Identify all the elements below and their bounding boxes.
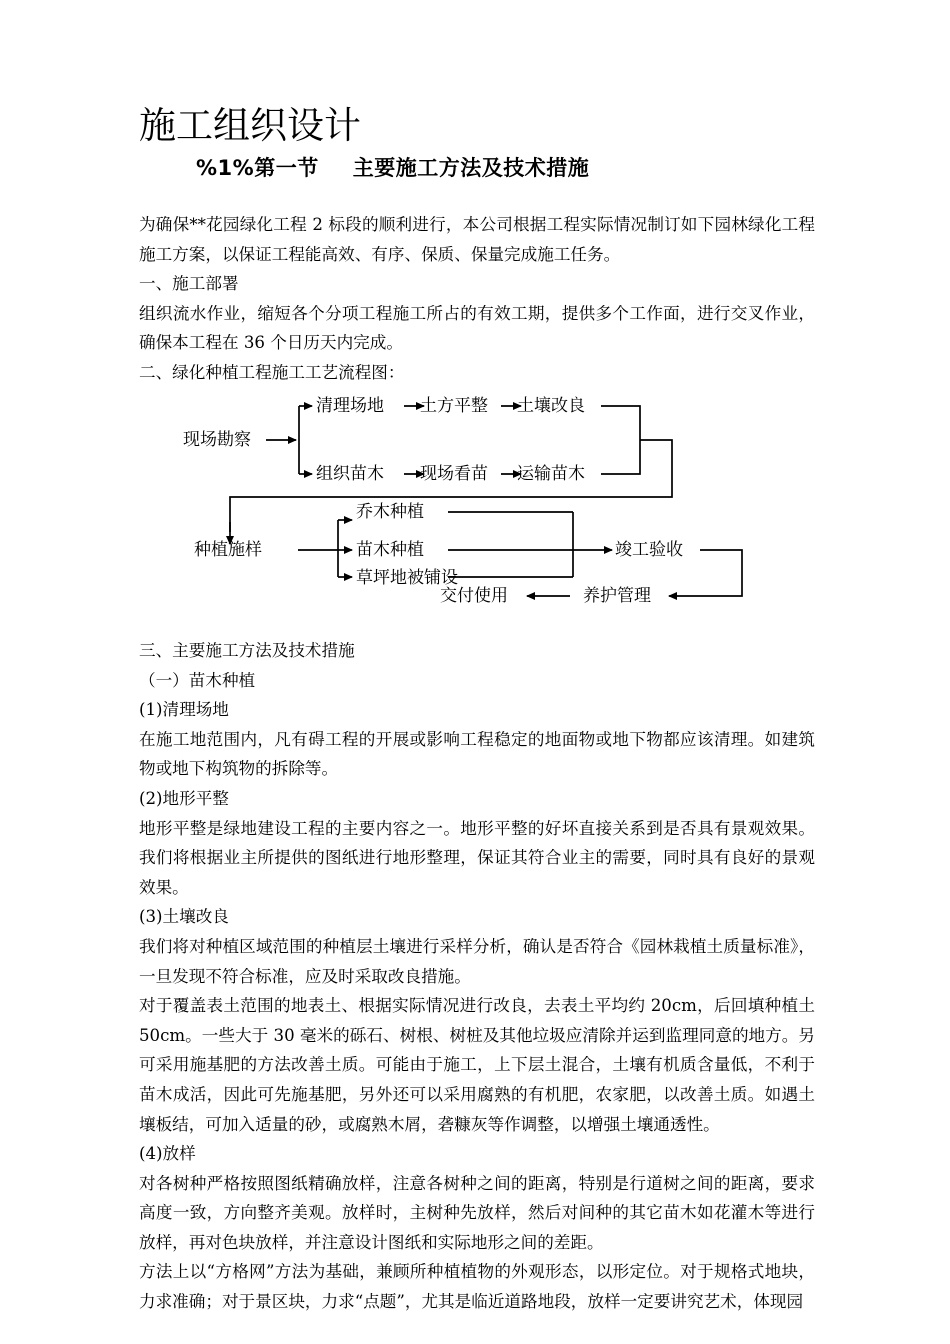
paragraph: 对于覆盖表土范围的地表土、根据实际情况进行改良，去表土平均约 20cm，后回填种植土 50cm。一些大于 30 毫米的砾石、树根、树桩及其他垃圾应清除并运到监理同意的地方。另可采用施基肥的方法改善土质。可能由于施工，上下层土混合，土壤有机质含量低，不利于苗木成活，因此可先施基肥，另外还可以采用腐熟的有机肥，农家肥，以改善土质。如遇土壤板结，可加入适量的砂，或腐熟木屑，砻糠灰等作调整，以增强土壤通透性。	[139, 996, 815, 1134]
paragraph: 对各树种严格按照图纸精确放样，注意各树种之间的距离，特别是行道树之间的距离，要求高度一致，方向整齐美观。放样时，主树种先放样，然后对间种的其它苗木如花灌木等进行放样，再对色块放样，并注意设计图纸和实际地形之间的差距。	[139, 1173, 815, 1252]
paragraph: 地形平整是绿地建设工程的主要内容之一。地形平整的好坏直接关系到是否具有景观效果。我们将根据业主所提供的图纸进行地形整理，保证其符合业主的需要，同时具有良好的景观效果。	[139, 818, 815, 897]
flow-node-planting-layout: 种植施样	[194, 540, 262, 560]
paragraph: 方法上以“方格网”方法为基础，兼顾所种植植物的外观形态，以形定位。对于规格式地块，力求准确；对于景区块，力求“点题”，尤其是临近道路地段，放样一定要讲究艺术，体现园	[139, 1262, 815, 1312]
paragraph: (1)清理场地	[139, 700, 229, 720]
flow-node-soil-improvement: 土壤改良	[517, 396, 585, 416]
flow-node-survey: 现场勘察	[183, 430, 251, 450]
paragraph: 二、绿化种植工程施工工艺流程图：	[139, 362, 405, 382]
paragraph: 在施工地范围内，凡有碍工程的开展或影响工程稳定的地面物或地下物都应该清理。如建筑物或地下构筑物的拆除等。	[139, 729, 815, 779]
flow-node-clear-site: 清理场地	[316, 396, 384, 416]
paragraph: (4)放样	[139, 1144, 196, 1164]
intro-text-block	[139, 210, 815, 388]
flow-node-seedling-planting: 苗木种植	[356, 540, 424, 560]
flow-node-tree-planting: 乔木种植	[356, 502, 424, 522]
flow-node-organize-seedlings: 组织苗木	[316, 464, 384, 484]
construction-process-flowchart	[0, 372, 950, 622]
page-title: 施工组织设计	[139, 103, 361, 147]
section-heading-prefix: %1%第一节	[196, 156, 319, 180]
section-heading	[196, 152, 589, 182]
flow-node-transport-seedlings: 运输苗木	[517, 464, 585, 484]
paragraph: 三、主要施工方法及技术措施	[139, 641, 355, 660]
section-heading-text: 主要施工方法及技术措施	[352, 156, 590, 180]
main-text-block	[139, 636, 815, 1317]
flow-node-earthwork: 土方平整	[420, 396, 488, 416]
paragraph: 一、施工部署	[139, 274, 239, 294]
paragraph: (3)土壤改良	[139, 907, 229, 927]
flow-node-lawn-groundcover: 草坪地被铺设	[356, 568, 458, 588]
paragraph: 我们将对种植区域范围的种植层土壤进行采样分析，确认是否符合《园林栽植土质量标准》，一旦发现不符合标准，应及时采取改良措施。	[139, 936, 815, 986]
flow-node-maintenance: 养护管理	[583, 586, 651, 606]
paragraph: （一）苗木种植	[139, 670, 256, 690]
flow-node-inspect-seedlings: 现场看苗	[420, 464, 488, 484]
paragraph: 组织流水作业，缩短各个分项工程施工所占的有效工期，提供多个工作面，进行交叉作业，确保本工程在 36 个日历天内完成。	[139, 303, 815, 353]
paragraph: 为确保**花园绿化工程 2 标段的顺利进行，本公司根据工程实际情况制订如下园林绿化工程施工方案，以保证工程能高效、有序、保质、保量完成施工任务。	[139, 215, 815, 264]
flow-node-acceptance: 竣工验收	[615, 540, 683, 560]
paragraph: (2)地形平整	[139, 788, 229, 808]
flow-node-handover: 交付使用	[440, 586, 508, 606]
